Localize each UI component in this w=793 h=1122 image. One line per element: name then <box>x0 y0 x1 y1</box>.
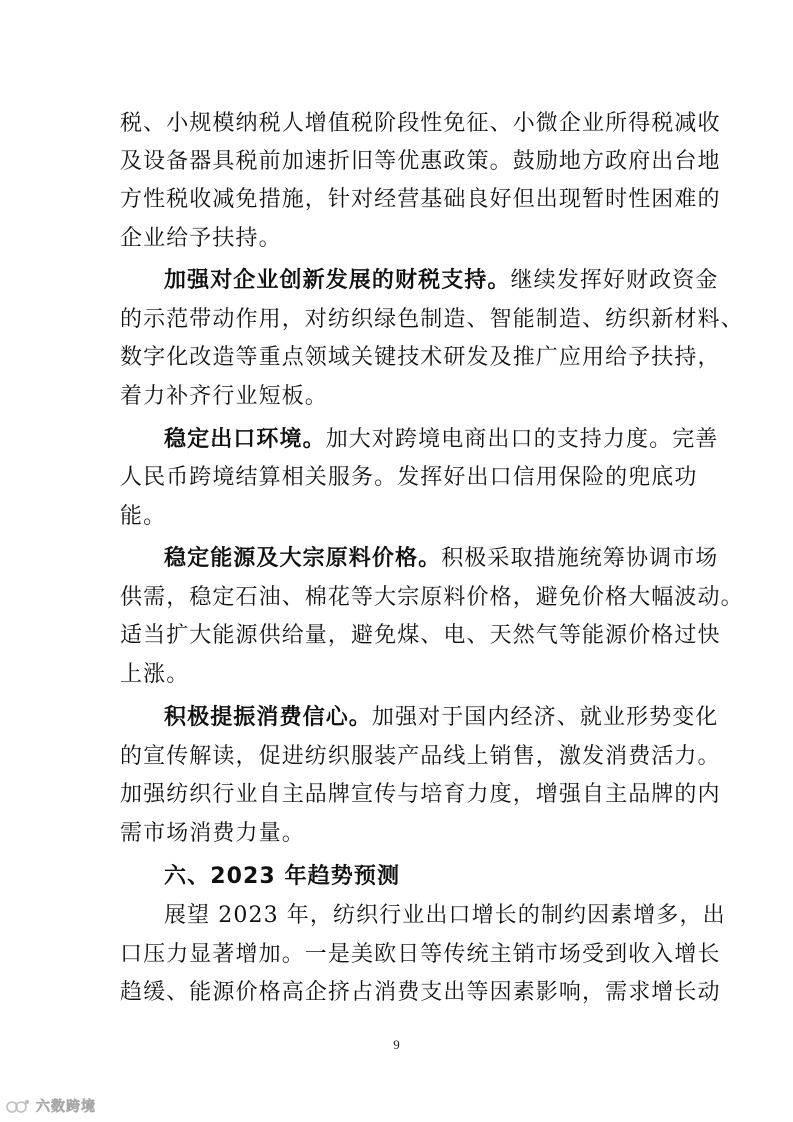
line-text: 供需，稳定石油、棉花等大宗原料价格，避免价格大幅波动。 <box>120 585 744 610</box>
text-line <box>120 463 698 493</box>
text-line <box>120 742 721 772</box>
text-line <box>120 343 721 373</box>
paragraph-start <box>164 266 719 296</box>
text-line <box>120 819 680 849</box>
paragraph-start <box>164 425 719 455</box>
watermark-text: 六数跨境 <box>36 1099 96 1115</box>
line-text: 企业给予扶持。 <box>120 226 282 251</box>
line-text: 趋缓、能源价格高企挤占消费支出等因素影响，需求增长动 <box>120 980 721 1005</box>
line-text: 人民币跨境结算相关服务。发挥好出口信用保险的兜底功 <box>120 465 698 490</box>
paragraph-heading: 稳定能源及大宗原料价格。 <box>164 546 442 571</box>
text-line <box>120 185 721 215</box>
line-text: 着力补齐行业短板。 <box>120 384 328 409</box>
text-line <box>120 382 680 412</box>
paragraph-heading: 积极提振消费信心。 <box>164 705 372 730</box>
paragraph-start <box>164 901 726 931</box>
line-text: 加强对于国内经济、就业形势变化 <box>371 705 719 730</box>
line-text: 数字化改造等重点领域关键技术研发及推广应用给予扶持， <box>120 345 721 370</box>
text-line <box>120 621 721 651</box>
line-text: 展望 2023 年，纺织行业出口增长的制约因素增多，出 <box>164 903 726 928</box>
text-line <box>120 224 680 254</box>
line-text: 适当扩大能源供给量，避免煤、电、天然气等能源价格过快 <box>120 623 721 648</box>
line-text: 及设备器具税前加速折旧等优惠政策。鼓励地方政府出台地 <box>120 149 721 174</box>
line-text: 能。 <box>120 504 167 529</box>
text-line <box>120 660 680 690</box>
watermark <box>6 1096 96 1116</box>
paragraph-heading: 加强对企业创新发展的财税支持。 <box>164 268 511 293</box>
paragraph-start <box>164 544 719 574</box>
text-line <box>120 780 721 810</box>
text-line <box>120 940 721 970</box>
text-line <box>120 978 721 1008</box>
line-text: 积极采取措施统筹协调市场 <box>441 546 719 571</box>
line-text: 加强纺织行业自主品牌宣传与培育力度，增强自主品牌的内 <box>120 782 721 807</box>
section-title: 六、2023 年趋势预测 <box>164 864 401 889</box>
text-line <box>120 502 680 532</box>
line-text: 继续发挥好财政资金 <box>510 268 719 293</box>
paragraph-heading: 稳定出口环境。 <box>164 427 326 452</box>
line-text: 上涨。 <box>120 662 190 687</box>
line-text: 加大对跨境电商出口的支持力度。完善 <box>325 427 719 452</box>
line-text: 税、小规模纳税人增值税阶段性免征、小微企业所得税减收 <box>120 111 721 136</box>
page-number: 9 <box>393 1037 400 1052</box>
liushu-logo-icon <box>6 1097 32 1115</box>
text-line <box>120 583 744 613</box>
text-line <box>120 109 721 139</box>
text-line <box>120 147 721 177</box>
line-text: 口压力显著增加。一是美欧日等传统主销市场受到收入增长 <box>120 942 721 967</box>
section-heading <box>164 862 680 892</box>
line-text: 方性税收减免措施，针对经营基础良好但出现暂时性困难的 <box>120 187 721 212</box>
line-text: 需市场消费力量。 <box>120 821 305 846</box>
line-text: 的示范带动作用，对纺织绿色制造、智能制造、纺织新材料、 <box>120 307 744 332</box>
text-line <box>120 305 744 335</box>
paragraph-start <box>164 703 719 733</box>
line-text: 的宣传解读，促进纺织服装产品线上销售，激发消费活力。 <box>120 744 721 769</box>
